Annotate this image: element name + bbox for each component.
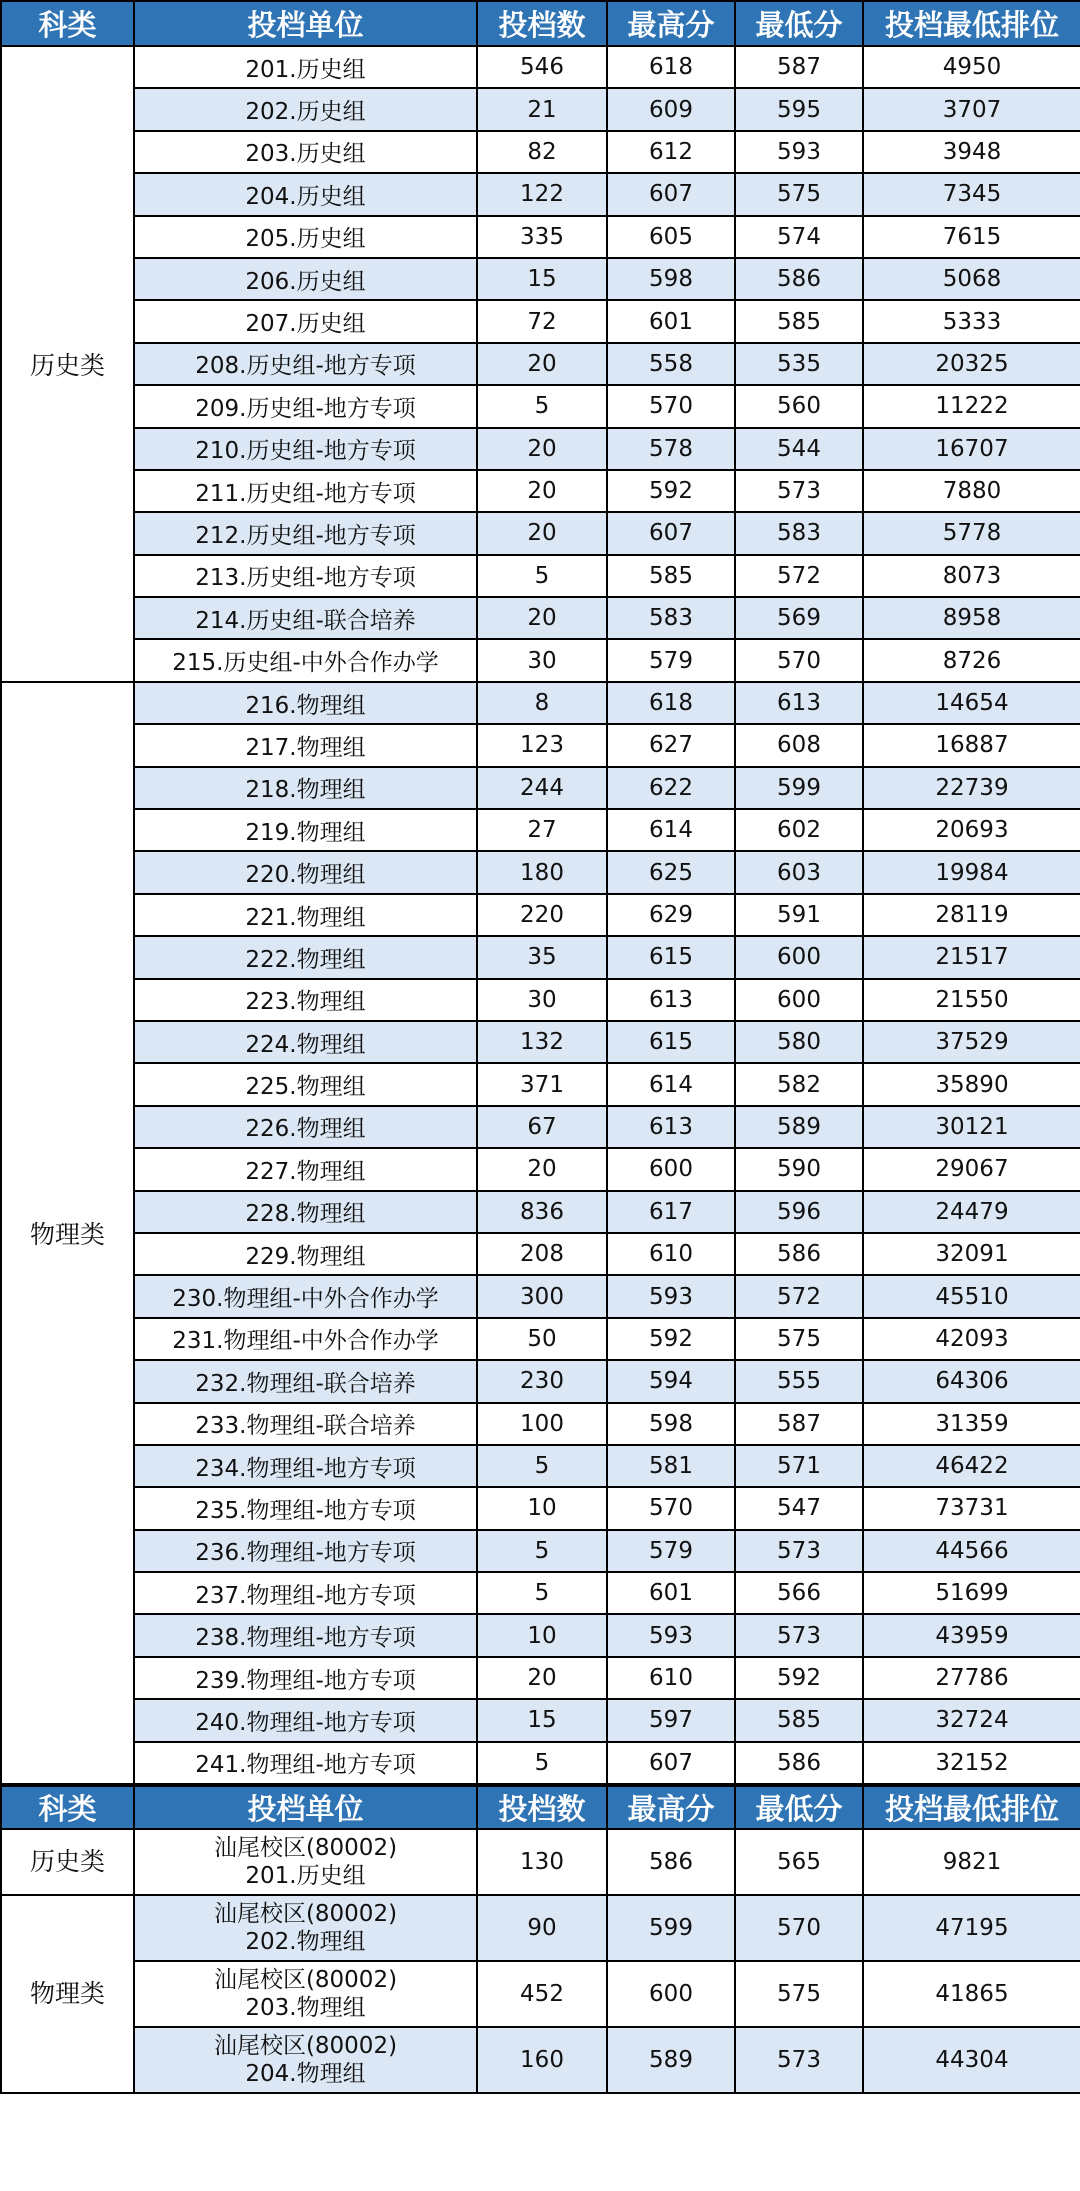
- min-score-cell: 591: [735, 894, 863, 936]
- max-score-cell: 570: [607, 385, 735, 427]
- table-row: [1, 1572, 1080, 1614]
- max-score-cell: 579: [607, 1530, 735, 1572]
- min-rank-cell: 30121: [863, 1106, 1080, 1148]
- min-rank-cell: 20693: [863, 809, 1080, 851]
- min-score-cell: 593: [735, 131, 863, 173]
- max-score-cell: 593: [607, 1614, 735, 1656]
- table-row: [1, 512, 1080, 554]
- unit-cell: 223.物理组: [134, 979, 477, 1021]
- table-row: [1, 1233, 1080, 1275]
- header-unit: 投档单位: [134, 1786, 477, 1829]
- max-score-cell: 578: [607, 428, 735, 470]
- min-score-cell: 583: [735, 512, 863, 554]
- count-cell: 20: [477, 597, 607, 639]
- min-score-cell: 600: [735, 936, 863, 978]
- min-rank-cell: 19984: [863, 851, 1080, 893]
- count-cell: 5: [477, 1445, 607, 1487]
- unit-label: 204.物理组: [245, 2061, 366, 2088]
- min-score-cell: 570: [735, 639, 863, 681]
- unit-cell: 205.历史组: [134, 216, 477, 258]
- min-score-cell: 555: [735, 1360, 863, 1402]
- count-cell: 123: [477, 724, 607, 766]
- table-row: [1, 894, 1080, 936]
- count-cell: 300: [477, 1275, 607, 1317]
- unit-cell: 217.物理组: [134, 724, 477, 766]
- min-rank-cell: 64306: [863, 1360, 1080, 1402]
- max-score-cell: 615: [607, 1021, 735, 1063]
- count-cell: 90: [477, 1895, 607, 1961]
- min-score-cell: 570: [735, 1895, 863, 1961]
- min-score-cell: 580: [735, 1021, 863, 1063]
- count-cell: 50: [477, 1318, 607, 1360]
- campus-label: 汕尾校区(80002): [213, 1967, 398, 1994]
- count-cell: 27: [477, 809, 607, 851]
- min-rank-cell: 27786: [863, 1657, 1080, 1699]
- min-rank-cell: 22739: [863, 767, 1080, 809]
- min-score-cell: 565: [735, 1829, 863, 1895]
- category-cell: 物理类: [1, 1895, 134, 2093]
- max-score-cell: 601: [607, 1572, 735, 1614]
- table-row: [1, 1742, 1080, 1784]
- unit-cell: 237.物理组-地方专项: [134, 1572, 477, 1614]
- min-rank-cell: 8726: [863, 639, 1080, 681]
- max-score-cell: 609: [607, 88, 735, 130]
- min-score-cell: 566: [735, 1572, 863, 1614]
- header-min: 最低分: [735, 1, 863, 46]
- header-category: 科类: [1, 1786, 134, 1829]
- unit-cell: 212.历史组-地方专项: [134, 512, 477, 554]
- min-rank-cell: 5333: [863, 300, 1080, 342]
- max-score-cell: 610: [607, 1657, 735, 1699]
- unit-cell: 235.物理组-地方专项: [134, 1487, 477, 1529]
- table-row: [1, 1403, 1080, 1445]
- header-count: 投档数: [477, 1, 607, 46]
- table-row: [1, 1106, 1080, 1148]
- count-cell: 35: [477, 936, 607, 978]
- table-row: [1, 2027, 1080, 2093]
- min-score-cell: 571: [735, 1445, 863, 1487]
- campus-label: 汕尾校区(80002): [213, 1835, 398, 1862]
- category-cell: 历史类: [1, 46, 134, 682]
- min-rank-cell: 31359: [863, 1403, 1080, 1445]
- table-row: [1, 88, 1080, 130]
- min-rank-cell: 29067: [863, 1148, 1080, 1190]
- min-score-cell: 586: [735, 258, 863, 300]
- min-score-cell: 575: [735, 173, 863, 215]
- unit-cell: 238.物理组-地方专项: [134, 1614, 477, 1656]
- count-cell: 15: [477, 258, 607, 300]
- table-row: [1, 1063, 1080, 1105]
- min-score-cell: 608: [735, 724, 863, 766]
- count-cell: 5: [477, 555, 607, 597]
- header-count: 投档数: [477, 1786, 607, 1829]
- unit-cell: 229.物理组: [134, 1233, 477, 1275]
- min-score-cell: 592: [735, 1657, 863, 1699]
- min-rank-cell: 43959: [863, 1614, 1080, 1656]
- max-score-cell: 613: [607, 979, 735, 1021]
- table-row: [1, 555, 1080, 597]
- admission-table-campus: [0, 1785, 1080, 2094]
- min-score-cell: 586: [735, 1233, 863, 1275]
- min-rank-cell: 32091: [863, 1233, 1080, 1275]
- min-rank-cell: 42093: [863, 1318, 1080, 1360]
- max-score-cell: 607: [607, 512, 735, 554]
- max-score-cell: 586: [607, 1829, 735, 1895]
- table-row: [1, 1530, 1080, 1572]
- header-max: 最高分: [607, 1786, 735, 1829]
- unit-cell: 202.历史组: [134, 88, 477, 130]
- category-cell: 历史类: [1, 1829, 134, 1895]
- min-score-cell: 587: [735, 1403, 863, 1445]
- unit-cell: [134, 1829, 477, 1895]
- table-row: [1, 1021, 1080, 1063]
- min-score-cell: 544: [735, 428, 863, 470]
- min-rank-cell: 37529: [863, 1021, 1080, 1063]
- table-row: [1, 1318, 1080, 1360]
- max-score-cell: 614: [607, 1063, 735, 1105]
- max-score-cell: 594: [607, 1360, 735, 1402]
- min-score-cell: 573: [735, 1530, 863, 1572]
- count-cell: 10: [477, 1487, 607, 1529]
- count-cell: 20: [477, 470, 607, 512]
- min-score-cell: 586: [735, 1742, 863, 1784]
- unit-cell: 222.物理组: [134, 936, 477, 978]
- min-score-cell: 589: [735, 1106, 863, 1148]
- unit-cell: 208.历史组-地方专项: [134, 343, 477, 385]
- min-rank-cell: 8958: [863, 597, 1080, 639]
- table-row: [1, 46, 1080, 88]
- max-score-cell: 607: [607, 1742, 735, 1784]
- table-body-campus: [1, 1829, 1080, 2093]
- count-cell: 21: [477, 88, 607, 130]
- min-score-cell: 569: [735, 597, 863, 639]
- unit-label: 202.物理组: [245, 1929, 366, 1956]
- min-score-cell: 573: [735, 1614, 863, 1656]
- table-row: [1, 385, 1080, 427]
- max-score-cell: 618: [607, 46, 735, 88]
- unit-cell: 210.历史组-地方专项: [134, 428, 477, 470]
- count-cell: 30: [477, 639, 607, 681]
- min-score-cell: 602: [735, 809, 863, 851]
- unit-cell: 218.物理组: [134, 767, 477, 809]
- count-cell: 130: [477, 1829, 607, 1895]
- table-row: [1, 343, 1080, 385]
- count-cell: 72: [477, 300, 607, 342]
- unit-cell: [134, 1895, 477, 1961]
- min-rank-cell: 16887: [863, 724, 1080, 766]
- count-cell: 180: [477, 851, 607, 893]
- table-body-main: [1, 46, 1080, 1784]
- table-row: [1, 979, 1080, 1021]
- table-header-row: [1, 1786, 1080, 1829]
- min-rank-cell: 3707: [863, 88, 1080, 130]
- min-score-cell: 573: [735, 470, 863, 512]
- unit-cell: 219.物理组: [134, 809, 477, 851]
- min-rank-cell: 3948: [863, 131, 1080, 173]
- unit-cell: 231.物理组-中外合作办学: [134, 1318, 477, 1360]
- table-row: [1, 1360, 1080, 1402]
- max-score-cell: 597: [607, 1699, 735, 1741]
- max-score-cell: 601: [607, 300, 735, 342]
- max-score-cell: 589: [607, 2027, 735, 2093]
- min-score-cell: 596: [735, 1191, 863, 1233]
- max-score-cell: 583: [607, 597, 735, 639]
- campus-label: 汕尾校区(80002): [213, 2033, 398, 2060]
- max-score-cell: 618: [607, 682, 735, 724]
- category-cell: 物理类: [1, 682, 134, 1784]
- min-rank-cell: 5778: [863, 512, 1080, 554]
- min-rank-cell: 21550: [863, 979, 1080, 1021]
- min-rank-cell: 9821: [863, 1829, 1080, 1895]
- min-rank-cell: 7615: [863, 216, 1080, 258]
- table-row: [1, 470, 1080, 512]
- header-unit: 投档单位: [134, 1, 477, 46]
- unit-cell: 206.历史组: [134, 258, 477, 300]
- unit-cell: 239.物理组-地方专项: [134, 1657, 477, 1699]
- min-score-cell: 572: [735, 555, 863, 597]
- unit-cell: [134, 1961, 477, 2027]
- min-score-cell: 595: [735, 88, 863, 130]
- unit-cell: [134, 2027, 477, 2093]
- table-row: [1, 936, 1080, 978]
- unit-cell: 233.物理组-联合培养: [134, 1403, 477, 1445]
- max-score-cell: 600: [607, 1961, 735, 2027]
- table-row: [1, 216, 1080, 258]
- min-score-cell: 575: [735, 1961, 863, 2027]
- unit-cell: 236.物理组-地方专项: [134, 1530, 477, 1572]
- max-score-cell: 592: [607, 470, 735, 512]
- min-rank-cell: 35890: [863, 1063, 1080, 1105]
- count-cell: 452: [477, 1961, 607, 2027]
- header-rank: 投档最低排位: [863, 1786, 1080, 1829]
- table-row: [1, 639, 1080, 681]
- unit-cell: 241.物理组-地方专项: [134, 1742, 477, 1784]
- count-cell: 230: [477, 1360, 607, 1402]
- header-category: 科类: [1, 1, 134, 46]
- unit-cell: 216.物理组: [134, 682, 477, 724]
- max-score-cell: 570: [607, 1487, 735, 1529]
- table-row: [1, 1699, 1080, 1741]
- table-row: [1, 131, 1080, 173]
- max-score-cell: 617: [607, 1191, 735, 1233]
- min-score-cell: 585: [735, 1699, 863, 1741]
- min-score-cell: 547: [735, 1487, 863, 1529]
- unit-cell: 215.历史组-中外合作办学: [134, 639, 477, 681]
- unit-cell: 225.物理组: [134, 1063, 477, 1105]
- max-score-cell: 627: [607, 724, 735, 766]
- min-rank-cell: 47195: [863, 1895, 1080, 1961]
- table-row: [1, 1148, 1080, 1190]
- min-rank-cell: 28119: [863, 894, 1080, 936]
- min-rank-cell: 41865: [863, 1961, 1080, 2027]
- min-rank-cell: 45510: [863, 1275, 1080, 1317]
- unit-cell: 201.历史组: [134, 46, 477, 88]
- unit-cell: 203.历史组: [134, 131, 477, 173]
- count-cell: 546: [477, 46, 607, 88]
- count-cell: 20: [477, 343, 607, 385]
- min-score-cell: 587: [735, 46, 863, 88]
- table-row: [1, 1191, 1080, 1233]
- min-rank-cell: 73731: [863, 1487, 1080, 1529]
- min-score-cell: 599: [735, 767, 863, 809]
- min-rank-cell: 8073: [863, 555, 1080, 597]
- count-cell: 67: [477, 1106, 607, 1148]
- min-score-cell: 582: [735, 1063, 863, 1105]
- count-cell: 244: [477, 767, 607, 809]
- unit-cell: 232.物理组-联合培养: [134, 1360, 477, 1402]
- min-rank-cell: 7880: [863, 470, 1080, 512]
- table-row: [1, 1445, 1080, 1487]
- min-score-cell: 603: [735, 851, 863, 893]
- max-score-cell: 581: [607, 1445, 735, 1487]
- unit-cell: 227.物理组: [134, 1148, 477, 1190]
- table-row: [1, 173, 1080, 215]
- table-row: [1, 724, 1080, 766]
- count-cell: 208: [477, 1233, 607, 1275]
- count-cell: 5: [477, 1530, 607, 1572]
- min-rank-cell: 32724: [863, 1699, 1080, 1741]
- table-row: [1, 1487, 1080, 1529]
- min-rank-cell: 11222: [863, 385, 1080, 427]
- min-score-cell: 585: [735, 300, 863, 342]
- min-rank-cell: 7345: [863, 173, 1080, 215]
- max-score-cell: 625: [607, 851, 735, 893]
- unit-cell: 224.物理组: [134, 1021, 477, 1063]
- count-cell: 82: [477, 131, 607, 173]
- min-score-cell: 574: [735, 216, 863, 258]
- table-row: [1, 809, 1080, 851]
- count-cell: 836: [477, 1191, 607, 1233]
- unit-cell: 214.历史组-联合培养: [134, 597, 477, 639]
- min-score-cell: 613: [735, 682, 863, 724]
- unit-label: 203.物理组: [245, 1995, 366, 2022]
- unit-cell: 234.物理组-地方专项: [134, 1445, 477, 1487]
- table-row: [1, 258, 1080, 300]
- unit-label: 201.历史组: [245, 1863, 366, 1890]
- count-cell: 20: [477, 1657, 607, 1699]
- count-cell: 8: [477, 682, 607, 724]
- count-cell: 20: [477, 1148, 607, 1190]
- min-rank-cell: 20325: [863, 343, 1080, 385]
- max-score-cell: 600: [607, 1148, 735, 1190]
- count-cell: 132: [477, 1021, 607, 1063]
- max-score-cell: 607: [607, 173, 735, 215]
- unit-cell: 240.物理组-地方专项: [134, 1699, 477, 1741]
- table-row: [1, 767, 1080, 809]
- unit-cell: 204.历史组: [134, 173, 477, 215]
- campus-label: 汕尾校区(80002): [213, 1901, 398, 1928]
- max-score-cell: 615: [607, 936, 735, 978]
- count-cell: 100: [477, 1403, 607, 1445]
- max-score-cell: 598: [607, 1403, 735, 1445]
- table-row: [1, 851, 1080, 893]
- max-score-cell: 629: [607, 894, 735, 936]
- count-cell: 160: [477, 2027, 607, 2093]
- min-score-cell: 572: [735, 1275, 863, 1317]
- min-score-cell: 600: [735, 979, 863, 1021]
- min-score-cell: 590: [735, 1148, 863, 1190]
- unit-cell: 221.物理组: [134, 894, 477, 936]
- table-row: [1, 428, 1080, 470]
- min-score-cell: 575: [735, 1318, 863, 1360]
- max-score-cell: 613: [607, 1106, 735, 1148]
- unit-cell: 207.历史组: [134, 300, 477, 342]
- unit-cell: 220.物理组: [134, 851, 477, 893]
- min-score-cell: 560: [735, 385, 863, 427]
- table-row: [1, 1961, 1080, 2027]
- max-score-cell: 614: [607, 809, 735, 851]
- unit-cell: 211.历史组-地方专项: [134, 470, 477, 512]
- table-row: [1, 682, 1080, 724]
- min-rank-cell: 44304: [863, 2027, 1080, 2093]
- count-cell: 122: [477, 173, 607, 215]
- unit-cell: 230.物理组-中外合作办学: [134, 1275, 477, 1317]
- table-row: [1, 597, 1080, 639]
- max-score-cell: 579: [607, 639, 735, 681]
- count-cell: 220: [477, 894, 607, 936]
- unit-cell: 209.历史组-地方专项: [134, 385, 477, 427]
- max-score-cell: 585: [607, 555, 735, 597]
- min-rank-cell: 32152: [863, 1742, 1080, 1784]
- count-cell: 20: [477, 512, 607, 554]
- min-rank-cell: 14654: [863, 682, 1080, 724]
- max-score-cell: 622: [607, 767, 735, 809]
- count-cell: 30: [477, 979, 607, 1021]
- min-rank-cell: 4950: [863, 46, 1080, 88]
- max-score-cell: 610: [607, 1233, 735, 1275]
- min-rank-cell: 46422: [863, 1445, 1080, 1487]
- count-cell: 5: [477, 385, 607, 427]
- unit-cell: 226.物理组: [134, 1106, 477, 1148]
- table-row: [1, 1657, 1080, 1699]
- min-rank-cell: 21517: [863, 936, 1080, 978]
- table-row: [1, 1614, 1080, 1656]
- min-rank-cell: 24479: [863, 1191, 1080, 1233]
- count-cell: 5: [477, 1742, 607, 1784]
- max-score-cell: 599: [607, 1895, 735, 1961]
- max-score-cell: 558: [607, 343, 735, 385]
- unit-cell: 213.历史组-地方专项: [134, 555, 477, 597]
- max-score-cell: 605: [607, 216, 735, 258]
- max-score-cell: 592: [607, 1318, 735, 1360]
- count-cell: 20: [477, 428, 607, 470]
- header-rank: 投档最低排位: [863, 1, 1080, 46]
- count-cell: 335: [477, 216, 607, 258]
- table-row: [1, 300, 1080, 342]
- header-min: 最低分: [735, 1786, 863, 1829]
- min-rank-cell: 51699: [863, 1572, 1080, 1614]
- min-score-cell: 573: [735, 2027, 863, 2093]
- min-score-cell: 535: [735, 343, 863, 385]
- count-cell: 5: [477, 1572, 607, 1614]
- table-header-row: [1, 1, 1080, 46]
- min-rank-cell: 16707: [863, 428, 1080, 470]
- table-row: [1, 1829, 1080, 1895]
- min-rank-cell: 44566: [863, 1530, 1080, 1572]
- unit-cell: 228.物理组: [134, 1191, 477, 1233]
- count-cell: 15: [477, 1699, 607, 1741]
- min-rank-cell: 5068: [863, 258, 1080, 300]
- count-cell: 10: [477, 1614, 607, 1656]
- max-score-cell: 612: [607, 131, 735, 173]
- header-max: 最高分: [607, 1, 735, 46]
- count-cell: 371: [477, 1063, 607, 1105]
- max-score-cell: 598: [607, 258, 735, 300]
- table-row: [1, 1275, 1080, 1317]
- table-row: [1, 1895, 1080, 1961]
- max-score-cell: 593: [607, 1275, 735, 1317]
